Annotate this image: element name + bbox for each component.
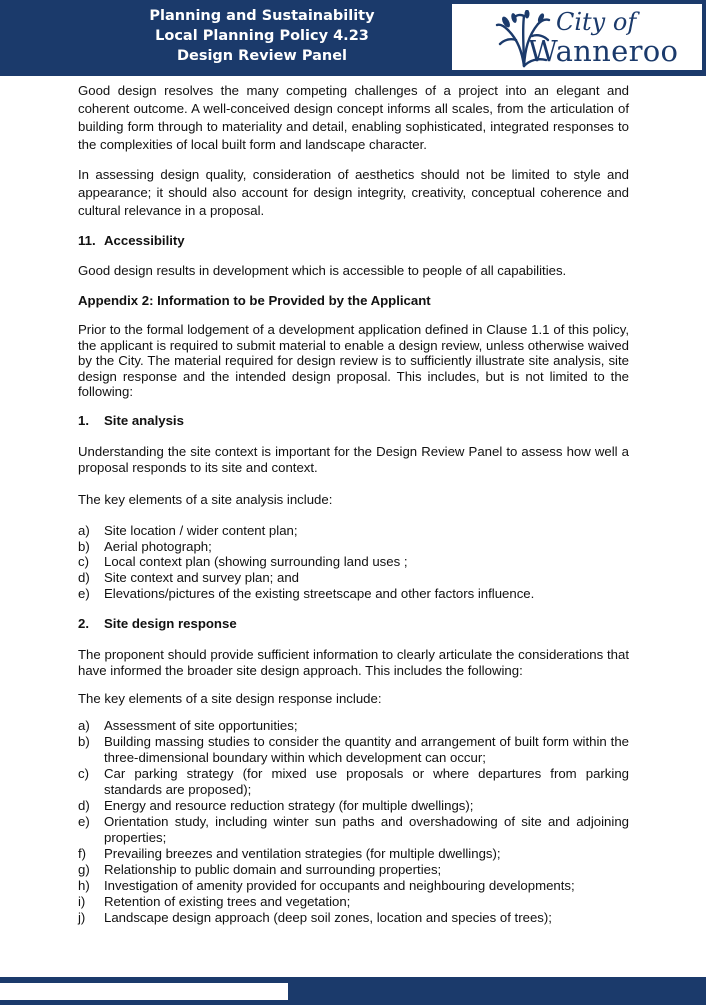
- list-marker: e): [78, 585, 90, 601]
- section-title: Site analysis: [104, 412, 184, 428]
- list-item: [78, 734, 629, 766]
- list-text: Site context and survey plan; and: [104, 569, 300, 585]
- list-item: [78, 586, 629, 602]
- section-heading-site-analysis: [78, 412, 629, 430]
- list-text: Local context plan (showing surrounding land uses ;: [104, 554, 408, 570]
- list-item: [78, 846, 629, 862]
- list-text: Orientation study, including winter sun paths and overshadowing of site and adjoining properties;: [104, 814, 629, 846]
- list-text: Assessment of site opportunities;: [104, 718, 298, 734]
- list-text: Retention of existing trees and vegetation;: [104, 894, 351, 910]
- paragraph: The key elements of a site design response include:: [78, 691, 382, 707]
- list-marker: c): [78, 554, 89, 570]
- list-item: [78, 718, 629, 734]
- appendix-heading: Appendix 2: Information to be Provided by the Applicant: [78, 293, 431, 308]
- header-title-line-3: Design Review Panel: [176, 48, 348, 64]
- paragraph: Good design resolves the many competing challenges of a project into an elegant and coherent outcome. A well-conceived design concept informs all scales, from the articulation of building form through to materiality and detail, enabling sophisticated, integrated responses to the complexities of local built form and landscape character.: [78, 83, 629, 152]
- list-marker: i): [78, 894, 86, 910]
- page-header: [0, 0, 706, 76]
- paragraph: The proponent should provide sufficient information to clearly articulate the considerations that have informed the broader site design approach. This includes the following:: [78, 647, 629, 678]
- list-text: Site location / wider content plan;: [104, 523, 298, 539]
- paragraph: Prior to the formal lodgement of a development application defined in Clause 1.1 of this policy, the applicant is required to submit material to enable a design review, unless otherwise waived by the City. The material required for design review is to sufficiently illustrate site analysis, site design response and the intended design proposal. This includes, but is not limited to the following:: [78, 322, 629, 400]
- list-marker: g): [78, 862, 90, 878]
- section-number: 11.: [78, 233, 96, 248]
- list-item: [78, 878, 629, 894]
- section-number: 1.: [78, 412, 89, 428]
- page-footer-strip: [0, 983, 288, 1000]
- header-title-line-2: Local Planning Policy 4.23: [155, 28, 369, 44]
- list-marker: h): [78, 878, 90, 894]
- list-item: [78, 766, 629, 798]
- section-number: 2.: [78, 616, 89, 632]
- list-item: [78, 570, 629, 586]
- list-marker: a): [78, 718, 90, 734]
- list-text: Relationship to public domain and surrounding properties;: [104, 862, 442, 878]
- header-title: [88, 6, 436, 66]
- list-text: Investigation of amenity provided for occupants and neighbouring developments;: [104, 878, 575, 894]
- list-text: Landscape design approach (deep soil zones, location and species of trees);: [104, 910, 552, 926]
- site-analysis-list: [78, 523, 629, 601]
- section-heading-site-design: [78, 615, 629, 633]
- header-title-line-1: Planning and Sustainability: [149, 8, 375, 24]
- site-design-list: [78, 718, 629, 926]
- section-title: Accessibility: [104, 233, 185, 248]
- paragraph: Good design results in development which is accessible to people of all capabilities.: [78, 263, 567, 278]
- document-body: [78, 82, 629, 938]
- list-marker: d): [78, 798, 90, 814]
- city-logo: [452, 4, 702, 70]
- list-item: [78, 910, 629, 926]
- list-marker: a): [78, 523, 90, 539]
- section-heading-accessibility: [78, 232, 629, 250]
- paragraph: Understanding the site context is important for the Design Review Panel to assess how well a proposal responds to its site and context.: [78, 443, 629, 475]
- logo-name-text: Wanneroo: [528, 34, 679, 68]
- list-marker: e): [78, 814, 90, 830]
- list-text: Building massing studies to consider the quantity and arrangement of built form within the three-dimensional boundary within which development can occur;: [104, 734, 629, 766]
- list-text: Aerial photograph;: [104, 538, 212, 554]
- list-marker: c): [78, 766, 89, 782]
- paragraph: In assessing design quality, consideration of aesthetics should not be limited to style and appearance; it should also account for design integrity, creativity, conceptual coherence and cultural relevance in a proposal.: [78, 167, 629, 218]
- list-item: [78, 894, 629, 910]
- list-item: [78, 798, 629, 814]
- paragraph: The key elements of a site analysis include:: [78, 492, 333, 508]
- list-text: Elevations/pictures of the existing streetscape and other factors influence.: [104, 585, 535, 601]
- section-title: Site design response: [104, 616, 237, 632]
- logo-city-text: City of: [556, 8, 637, 36]
- list-item: [78, 862, 629, 878]
- list-text: Car parking strategy (for mixed use proposals or where departures from parking standards are proposed);: [104, 766, 629, 798]
- list-item: [78, 814, 629, 846]
- list-marker: b): [78, 734, 90, 750]
- list-item: [78, 523, 629, 539]
- list-marker: j): [78, 910, 86, 926]
- list-text: Energy and resource reduction strategy (for multiple dwellings);: [104, 798, 474, 814]
- list-marker: b): [78, 538, 90, 554]
- list-item: [78, 539, 629, 555]
- list-marker: f): [78, 846, 87, 862]
- list-marker: d): [78, 569, 90, 585]
- list-text: Prevailing breezes and ventilation strategies (for multiple dwellings);: [104, 846, 501, 862]
- list-item: [78, 554, 629, 570]
